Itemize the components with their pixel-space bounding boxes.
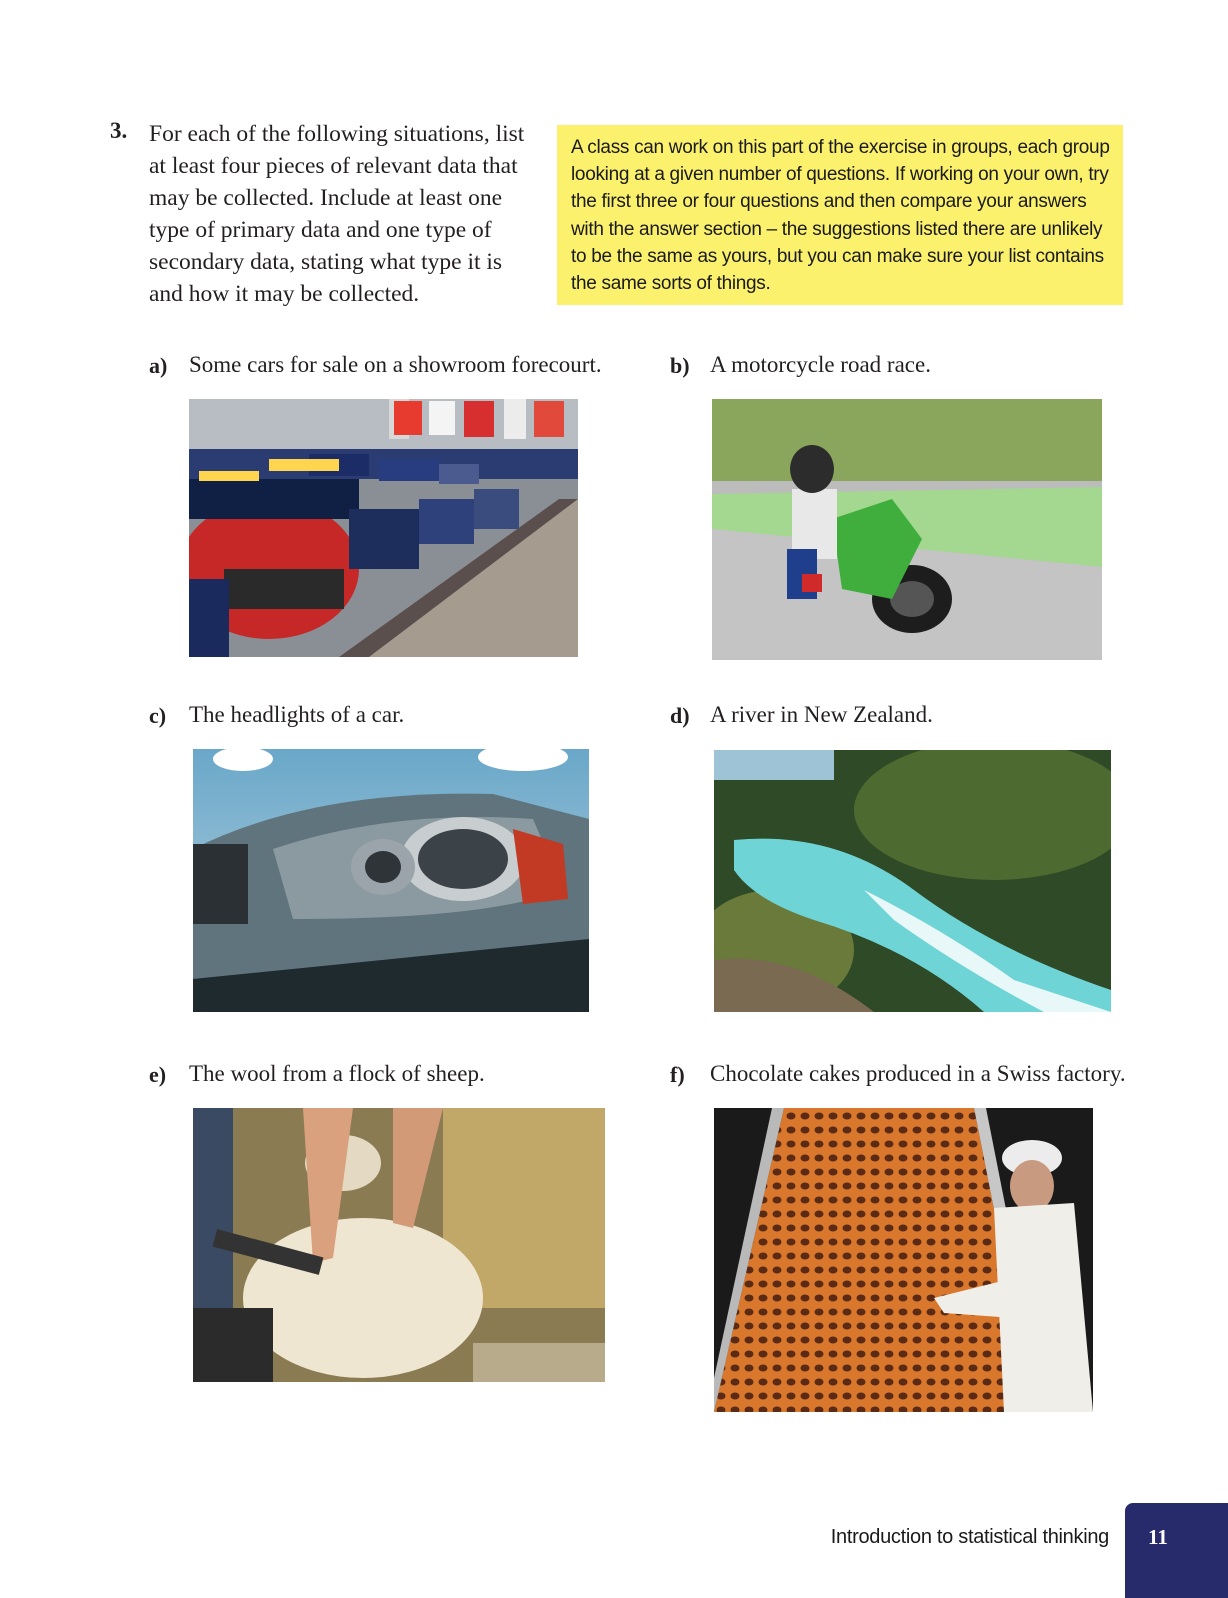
teacher-note-box: A class can work on this part of the exercise in groups, each group looking at a given number of questions. If working on your own, try the first three or four questions and then compare your answers with the answer section – the suggestions listed there are unlikely to be the same as yours, but you can make sure your list contains the same sorts of things. bbox=[557, 125, 1123, 305]
question-number: 3. bbox=[110, 118, 128, 143]
footer-section-title: Introduction to statistical thinking bbox=[830, 1526, 1109, 1548]
item-d-text: A river in New Zealand. bbox=[710, 702, 933, 727]
item-d-label: d) bbox=[670, 703, 690, 728]
car-headlights-photo bbox=[193, 749, 589, 1012]
item-e-label: e) bbox=[149, 1062, 167, 1087]
question-text: For each of the following situations, list at least four pieces of relevant data that may be collected. Include at least one type of primary data and one type of secondary data, stating what type it is and how it may be collected. bbox=[149, 121, 525, 307]
item-a-text: Some cars for sale on a showroom forecourt. bbox=[189, 352, 602, 377]
cars-forecourt-photo bbox=[189, 399, 578, 657]
river-new-zealand-photo bbox=[714, 750, 1111, 1012]
sheep-shearing-photo bbox=[193, 1108, 605, 1382]
item-e-text: The wool from a flock of sheep. bbox=[189, 1061, 485, 1086]
item-b-label: b) bbox=[670, 353, 690, 378]
item-c-label: c) bbox=[149, 703, 167, 728]
item-b-text: A motorcycle road race. bbox=[710, 352, 931, 377]
item-f-label: f) bbox=[670, 1062, 685, 1087]
page-number: 11 bbox=[1148, 1525, 1168, 1549]
item-a-label: a) bbox=[149, 353, 168, 378]
item-c-text: The headlights of a car. bbox=[189, 702, 405, 727]
page-number-tab bbox=[1125, 1503, 1228, 1598]
item-f-text: Chocolate cakes produced in a Swiss factory. bbox=[710, 1061, 1126, 1086]
chocolate-cakes-factory-photo bbox=[714, 1108, 1093, 1412]
motorcycle-race-photo bbox=[712, 399, 1102, 660]
